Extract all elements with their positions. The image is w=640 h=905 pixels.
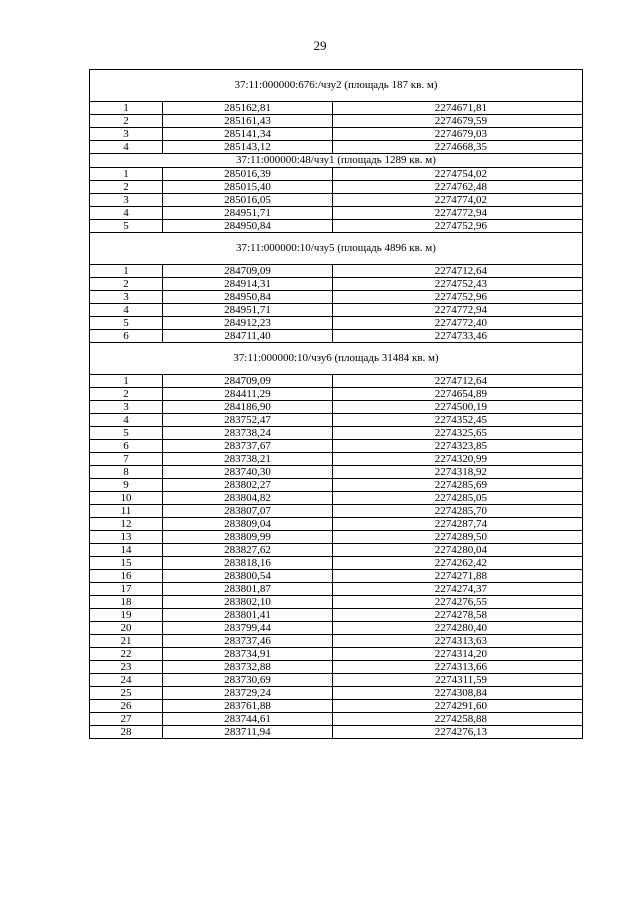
- y-coordinate: 2274679,59: [333, 115, 583, 128]
- point-number: 8: [90, 466, 163, 479]
- y-coordinate: 2274274,37: [333, 583, 583, 596]
- y-coordinate: 2274320,99: [333, 453, 583, 466]
- point-number: 20: [90, 622, 163, 635]
- point-number: 9: [90, 479, 163, 492]
- point-number: 4: [90, 414, 163, 427]
- table-row: [90, 713, 583, 726]
- table-row: [90, 557, 583, 570]
- y-coordinate: 2274325,65: [333, 427, 583, 440]
- table-row: [90, 168, 583, 181]
- x-coordinate: 284711,40: [163, 330, 333, 343]
- x-coordinate: 283809,04: [163, 518, 333, 531]
- x-coordinate: 283744,61: [163, 713, 333, 726]
- table-row: [90, 609, 583, 622]
- y-coordinate: 2274291,60: [333, 700, 583, 713]
- y-coordinate: 2274754,02: [333, 168, 583, 181]
- y-coordinate: 2274276,55: [333, 596, 583, 609]
- table-row: [90, 427, 583, 440]
- y-coordinate: 2274271,88: [333, 570, 583, 583]
- y-coordinate: 2274262,42: [333, 557, 583, 570]
- x-coordinate: 283740,30: [163, 466, 333, 479]
- y-coordinate: 2274285,70: [333, 505, 583, 518]
- x-coordinate: 283800,54: [163, 570, 333, 583]
- point-number: 7: [90, 453, 163, 466]
- y-coordinate: 2274313,66: [333, 661, 583, 674]
- point-number: 15: [90, 557, 163, 570]
- table-row: [90, 330, 583, 343]
- table-row: [90, 518, 583, 531]
- table-row: [90, 505, 583, 518]
- section-title: 37:11:000000:10/чзу5 (площадь 4896 кв. м): [90, 233, 583, 265]
- point-number: 16: [90, 570, 163, 583]
- x-coordinate: 284951,71: [163, 207, 333, 220]
- point-number: 21: [90, 635, 163, 648]
- page-number: 29: [313, 38, 327, 53]
- point-number: 4: [90, 304, 163, 317]
- x-coordinate: 284709,09: [163, 375, 333, 388]
- table-row: [90, 128, 583, 141]
- point-number: 3: [90, 194, 163, 207]
- y-coordinate: 2274280,40: [333, 622, 583, 635]
- section-header-row: [90, 70, 583, 102]
- table-row: [90, 726, 583, 739]
- table-row: [90, 278, 583, 291]
- point-number: 4: [90, 141, 163, 154]
- y-coordinate: 2274278,58: [333, 609, 583, 622]
- point-number: 4: [90, 207, 163, 220]
- y-coordinate: 2274308,84: [333, 687, 583, 700]
- table-row: [90, 687, 583, 700]
- x-coordinate: 283711,94: [163, 726, 333, 739]
- y-coordinate: 2274752,43: [333, 278, 583, 291]
- x-coordinate: 283734,91: [163, 648, 333, 661]
- y-coordinate: 2274712,64: [333, 375, 583, 388]
- x-coordinate: 285143,12: [163, 141, 333, 154]
- point-number: 2: [90, 181, 163, 194]
- table-row: [90, 291, 583, 304]
- point-number: 2: [90, 388, 163, 401]
- point-number: 1: [90, 102, 163, 115]
- y-coordinate: 2274311,59: [333, 674, 583, 687]
- x-coordinate: 283737,46: [163, 635, 333, 648]
- point-number: 25: [90, 687, 163, 700]
- table-row: [90, 265, 583, 278]
- table-row: [90, 453, 583, 466]
- y-coordinate: 2274285,05: [333, 492, 583, 505]
- point-number: 2: [90, 278, 163, 291]
- x-coordinate: 284950,84: [163, 220, 333, 233]
- point-number: 6: [90, 440, 163, 453]
- y-coordinate: 2274276,13: [333, 726, 583, 739]
- point-number: 24: [90, 674, 163, 687]
- y-coordinate: 2274323,85: [333, 440, 583, 453]
- y-coordinate: 2274287,74: [333, 518, 583, 531]
- table-row: [90, 304, 583, 317]
- point-number: 1: [90, 375, 163, 388]
- table-row: [90, 141, 583, 154]
- y-coordinate: 2274318,92: [333, 466, 583, 479]
- x-coordinate: 283801,41: [163, 609, 333, 622]
- table-row: [90, 115, 583, 128]
- point-number: 3: [90, 128, 163, 141]
- y-coordinate: 2274772,94: [333, 304, 583, 317]
- table-row: [90, 531, 583, 544]
- point-number: 12: [90, 518, 163, 531]
- y-coordinate: 2274258,88: [333, 713, 583, 726]
- x-coordinate: 283729,24: [163, 687, 333, 700]
- point-number: 22: [90, 648, 163, 661]
- point-number: 27: [90, 713, 163, 726]
- table-row: [90, 102, 583, 115]
- table-row: [90, 375, 583, 388]
- y-coordinate: 2274733,46: [333, 330, 583, 343]
- x-coordinate: 285162,81: [163, 102, 333, 115]
- point-number: 19: [90, 609, 163, 622]
- x-coordinate: 284914,31: [163, 278, 333, 291]
- section-header-row: [90, 154, 583, 168]
- x-coordinate: 283732,88: [163, 661, 333, 674]
- x-coordinate: 283737,67: [163, 440, 333, 453]
- point-number: 1: [90, 168, 163, 181]
- table-row: [90, 492, 583, 505]
- point-number: 1: [90, 265, 163, 278]
- x-coordinate: 283752,47: [163, 414, 333, 427]
- point-number: 5: [90, 427, 163, 440]
- table-row: [90, 661, 583, 674]
- table-row: [90, 544, 583, 557]
- x-coordinate: 283738,21: [163, 453, 333, 466]
- table-row: [90, 181, 583, 194]
- table-row: [90, 440, 583, 453]
- table-row: [90, 570, 583, 583]
- x-coordinate: 283802,10: [163, 596, 333, 609]
- x-coordinate: 283827,62: [163, 544, 333, 557]
- x-coordinate: 283818,16: [163, 557, 333, 570]
- section-title: 37:11:000000:676:/чзу2 (площадь 187 кв. м): [90, 70, 583, 102]
- y-coordinate: 2274712,64: [333, 265, 583, 278]
- x-coordinate: 283738,24: [163, 427, 333, 440]
- table-row: [90, 622, 583, 635]
- table-row: [90, 401, 583, 414]
- y-coordinate: 2274772,94: [333, 207, 583, 220]
- x-coordinate: 284709,09: [163, 265, 333, 278]
- table-row: [90, 583, 583, 596]
- table-row: [90, 674, 583, 687]
- x-coordinate: 285016,39: [163, 168, 333, 181]
- point-number: 10: [90, 492, 163, 505]
- section-title: 37:11:000000:48/чзу1 (площадь 1289 кв. м): [90, 154, 583, 168]
- y-coordinate: 2274772,40: [333, 317, 583, 330]
- coordinates-table: [89, 69, 583, 739]
- x-coordinate: 284411,29: [163, 388, 333, 401]
- section-header-row: [90, 343, 583, 375]
- y-coordinate: 2274285,69: [333, 479, 583, 492]
- table-row: [90, 648, 583, 661]
- point-number: 6: [90, 330, 163, 343]
- x-coordinate: 283804,82: [163, 492, 333, 505]
- y-coordinate: 2274500,19: [333, 401, 583, 414]
- table-row: [90, 479, 583, 492]
- y-coordinate: 2274671,81: [333, 102, 583, 115]
- x-coordinate: 283807,07: [163, 505, 333, 518]
- point-number: 3: [90, 291, 163, 304]
- point-number: 17: [90, 583, 163, 596]
- y-coordinate: 2274313,63: [333, 635, 583, 648]
- y-coordinate: 2274752,96: [333, 291, 583, 304]
- x-coordinate: 285141,34: [163, 128, 333, 141]
- y-coordinate: 2274668,35: [333, 141, 583, 154]
- point-number: 2: [90, 115, 163, 128]
- point-number: 23: [90, 661, 163, 674]
- x-coordinate: 285016,05: [163, 194, 333, 207]
- x-coordinate: 284186,90: [163, 401, 333, 414]
- point-number: 28: [90, 726, 163, 739]
- table-row: [90, 635, 583, 648]
- y-coordinate: 2274654,89: [333, 388, 583, 401]
- point-number: 13: [90, 531, 163, 544]
- table-row: [90, 194, 583, 207]
- x-coordinate: 284912,23: [163, 317, 333, 330]
- table-row: [90, 207, 583, 220]
- x-coordinate: 284950,84: [163, 291, 333, 304]
- x-coordinate: 283799,44: [163, 622, 333, 635]
- y-coordinate: 2274314,20: [333, 648, 583, 661]
- table-row: [90, 466, 583, 479]
- y-coordinate: 2274752,96: [333, 220, 583, 233]
- x-coordinate: 285161,43: [163, 115, 333, 128]
- section-header-row: [90, 233, 583, 265]
- point-number: 5: [90, 220, 163, 233]
- y-coordinate: 2274762,48: [333, 181, 583, 194]
- x-coordinate: 283802,27: [163, 479, 333, 492]
- point-number: 14: [90, 544, 163, 557]
- x-coordinate: 283809,99: [163, 531, 333, 544]
- x-coordinate: 283801,87: [163, 583, 333, 596]
- point-number: 3: [90, 401, 163, 414]
- section-title: 37:11:000000:10/чзу6 (площадь 31484 кв. м): [90, 343, 583, 375]
- x-coordinate: 284951,71: [163, 304, 333, 317]
- point-number: 11: [90, 505, 163, 518]
- y-coordinate: 2274289,50: [333, 531, 583, 544]
- point-number: 18: [90, 596, 163, 609]
- table-row: [90, 700, 583, 713]
- table-row: [90, 388, 583, 401]
- point-number: 5: [90, 317, 163, 330]
- table-row: [90, 596, 583, 609]
- y-coordinate: 2274774,02: [333, 194, 583, 207]
- table-row: [90, 317, 583, 330]
- table-row: [90, 414, 583, 427]
- x-coordinate: 283730,69: [163, 674, 333, 687]
- x-coordinate: 283761,88: [163, 700, 333, 713]
- y-coordinate: 2274352,45: [333, 414, 583, 427]
- y-coordinate: 2274280,04: [333, 544, 583, 557]
- y-coordinate: 2274679,03: [333, 128, 583, 141]
- point-number: 26: [90, 700, 163, 713]
- table-row: [90, 220, 583, 233]
- x-coordinate: 285015,40: [163, 181, 333, 194]
